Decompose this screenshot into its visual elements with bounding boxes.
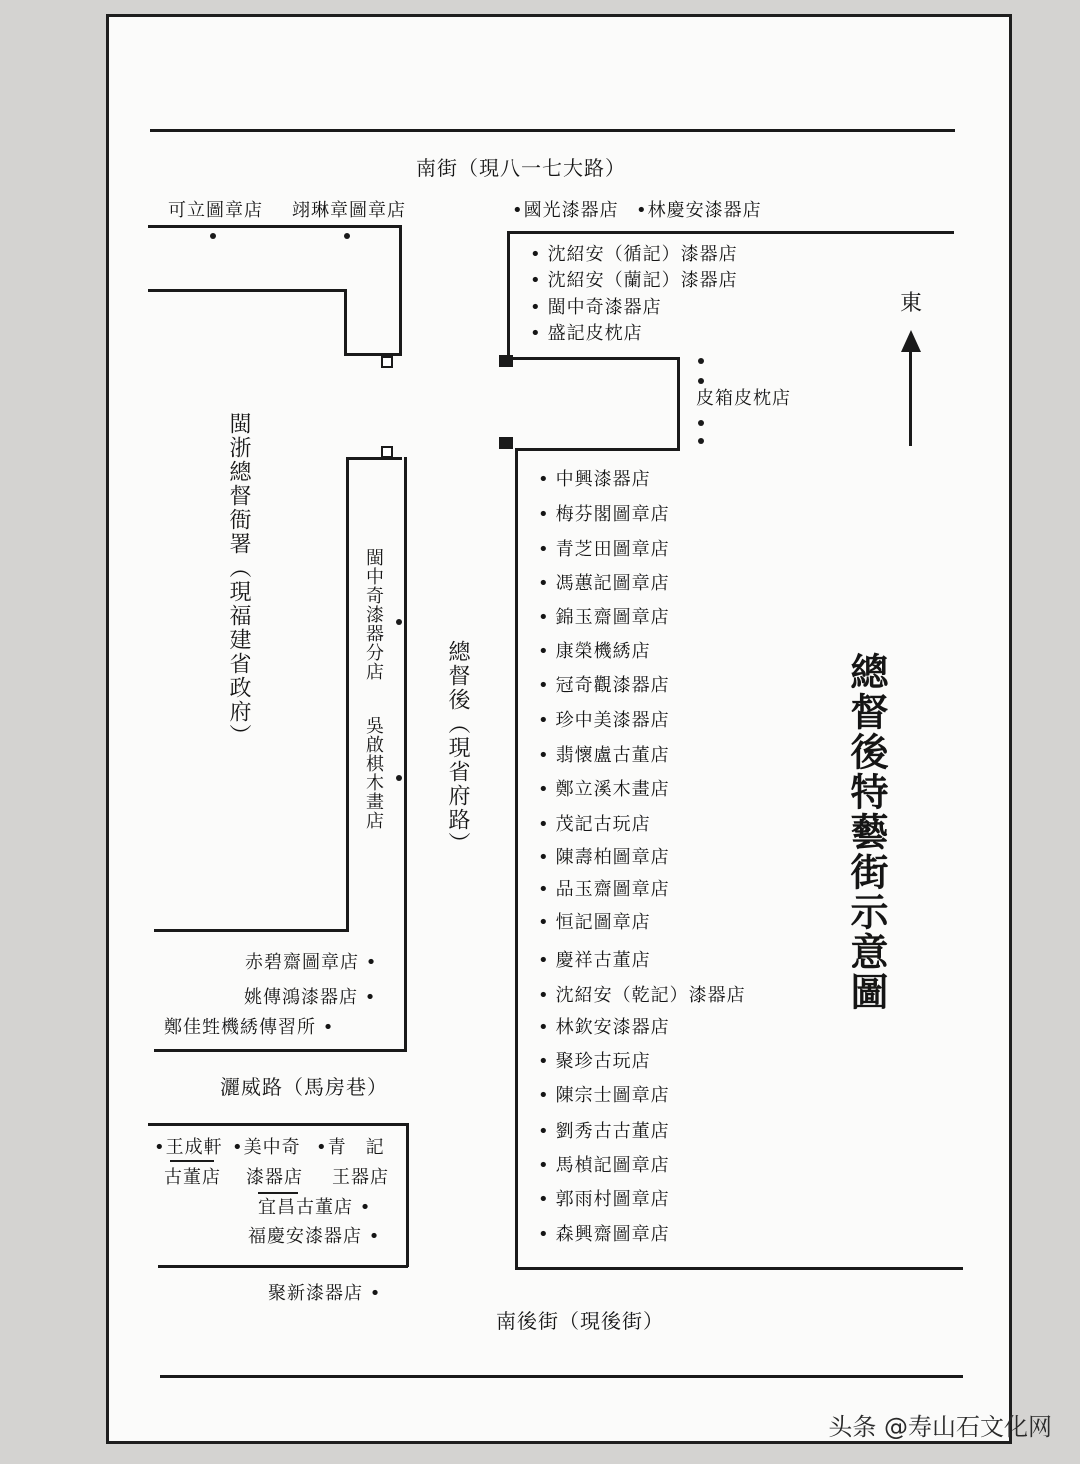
block-edge bbox=[158, 1265, 408, 1268]
east-store-item: • 冠奇觀漆器店 bbox=[538, 676, 670, 696]
east-store-item: • 梅芬閣圖章店 bbox=[538, 505, 670, 525]
east-store-item: • 馮蕙記圖章店 bbox=[538, 574, 670, 594]
gate-marker bbox=[381, 356, 393, 368]
store-name: 赤碧齋圖章店 bbox=[245, 952, 359, 973]
block-store-r1c2: •美中奇 bbox=[232, 1137, 301, 1158]
east-store-item: • 郭雨村圖章店 bbox=[538, 1190, 670, 1210]
east-store-item: • 沈紹安（乾記）漆器店 bbox=[538, 986, 746, 1006]
block-edge bbox=[515, 1267, 963, 1270]
top-street-label: 南街（現八一七大路） bbox=[416, 156, 626, 180]
east-store-item: • 恒記圖章店 bbox=[538, 913, 651, 933]
east-store-item: • 劉秀古古董店 bbox=[538, 1122, 670, 1142]
block-store-r2c2: 漆器店 bbox=[246, 1167, 303, 1188]
east-store-item: • 中興漆器店 bbox=[538, 470, 651, 490]
block-edge bbox=[154, 929, 349, 932]
block-edge bbox=[346, 457, 349, 931]
block-edge bbox=[344, 353, 402, 356]
store-name: 宜昌古董店 bbox=[258, 1197, 353, 1218]
block-edge bbox=[404, 457, 407, 1052]
block-store-row4: 福慶安漆器店 • bbox=[248, 1226, 381, 1247]
top-right-store-2: •林慶安漆器店 bbox=[636, 200, 762, 221]
store-dot bbox=[396, 619, 402, 625]
block-edge bbox=[507, 357, 679, 360]
block-edge bbox=[508, 231, 954, 234]
block-edge bbox=[399, 225, 402, 355]
east-store-item: • 聚珍古玩店 bbox=[538, 1052, 651, 1072]
block-edge bbox=[154, 1049, 407, 1052]
corner-store-1: • 沈紹安（循記）漆器店 bbox=[530, 245, 738, 265]
top-right-store-1: •國光漆器店 bbox=[512, 200, 619, 221]
block-store-r1c1: •王成軒 bbox=[154, 1137, 223, 1158]
block-store-r2c3: 王器店 bbox=[332, 1167, 389, 1188]
east-store-item: • 林欽安漆器店 bbox=[538, 1018, 670, 1038]
east-store-item: • 品玉齋圖章店 bbox=[538, 880, 670, 900]
store-name: 福慶安漆器店 bbox=[248, 1226, 362, 1247]
east-store-item: • 青芝田圖章店 bbox=[538, 540, 670, 560]
gate-marker bbox=[499, 355, 513, 367]
top-left-store-1: 可立圖章店 bbox=[168, 200, 263, 221]
bottom-street-line bbox=[160, 1375, 963, 1378]
block-edge bbox=[346, 457, 402, 460]
top-street-line bbox=[150, 129, 955, 132]
east-store-item: • 陳宗士圖章店 bbox=[538, 1086, 670, 1106]
store-dot bbox=[698, 438, 704, 444]
bottom-street-label: 南後街（現後街） bbox=[496, 1309, 664, 1333]
east-store-item: • 森興齋圖章店 bbox=[538, 1225, 670, 1245]
middle-vertical-store-1: 閩中奇漆器分店 bbox=[363, 548, 384, 681]
store-name: 鄭佳甡機綉傳習所 bbox=[164, 1017, 316, 1038]
store-dot bbox=[698, 358, 704, 364]
block-edge bbox=[677, 357, 680, 450]
watermark: 头条 @寿山石文化网 bbox=[828, 1413, 1052, 1441]
store-name: 姚傳鴻漆器店 bbox=[244, 987, 358, 1008]
east-store-item: • 馬楨記圖章店 bbox=[538, 1156, 670, 1176]
middle-street-label: 總督後（現省府路） bbox=[445, 640, 470, 856]
side-store: 皮箱皮枕店 bbox=[696, 388, 791, 409]
gate-marker bbox=[499, 437, 513, 449]
store-name: 聚新漆器店 bbox=[268, 1283, 363, 1304]
store-dot bbox=[210, 233, 216, 239]
block-edge bbox=[148, 225, 400, 228]
store-dot bbox=[396, 775, 402, 781]
direction-label: 東 bbox=[900, 291, 924, 316]
map-title: 總督後特藝街示意圖 bbox=[844, 652, 888, 1012]
arrow-up-icon bbox=[901, 330, 921, 352]
corner-store-4: • 盛記皮枕店 bbox=[530, 324, 643, 344]
store-dot bbox=[698, 378, 704, 384]
corner-store-3: • 閩中奇漆器店 bbox=[530, 298, 662, 318]
block-edge bbox=[148, 289, 346, 292]
block-store-r2c1: 古董店 bbox=[164, 1167, 221, 1188]
lane-label: 灑威路（馬房巷） bbox=[220, 1075, 388, 1099]
governor-office-label: 閩浙總督衙署（現福建省政府） bbox=[226, 412, 251, 748]
bottom-store: 聚新漆器店 • bbox=[268, 1283, 382, 1304]
store-dot bbox=[344, 233, 350, 239]
block-edge bbox=[148, 1123, 408, 1126]
middle-vertical-store-2: 吳啟棋木畫店 bbox=[363, 716, 384, 830]
block-edge bbox=[344, 289, 347, 355]
block-store-row3: 宜昌古董店 • bbox=[258, 1197, 372, 1218]
block-edge bbox=[406, 1123, 409, 1267]
underline-mark bbox=[170, 1160, 214, 1162]
top-left-store-2: 翊琳章圖章店 bbox=[292, 200, 406, 221]
east-store-item: • 康榮機綉店 bbox=[538, 642, 651, 662]
block-edge bbox=[507, 231, 510, 360]
east-store-item: • 茂記古玩店 bbox=[538, 815, 651, 835]
store-dot bbox=[698, 420, 704, 426]
block-store-r1c3: •青 記 bbox=[316, 1137, 385, 1158]
east-store-item: • 慶祥古董店 bbox=[538, 951, 651, 971]
east-store-item: • 翡懷盧古董店 bbox=[538, 746, 670, 766]
east-store-item: • 珍中美漆器店 bbox=[538, 711, 670, 731]
west-lower-store-1: 赤碧齋圖章店 • bbox=[245, 952, 378, 973]
block-edge bbox=[516, 448, 680, 451]
west-lower-store-3: 鄭佳甡機綉傳習所 • bbox=[164, 1017, 335, 1038]
east-store-item: • 鄭立溪木畫店 bbox=[538, 780, 670, 800]
corner-store-2: • 沈紹安（蘭記）漆器店 bbox=[530, 271, 738, 291]
east-store-item: • 陳壽柏圖章店 bbox=[538, 848, 670, 868]
block-edge bbox=[515, 448, 518, 1270]
underline-mark bbox=[258, 1192, 298, 1194]
east-store-item: • 錦玉齋圖章店 bbox=[538, 608, 670, 628]
west-lower-store-2: 姚傳鴻漆器店 • bbox=[244, 987, 377, 1008]
direction-arrow-shaft bbox=[909, 348, 912, 446]
